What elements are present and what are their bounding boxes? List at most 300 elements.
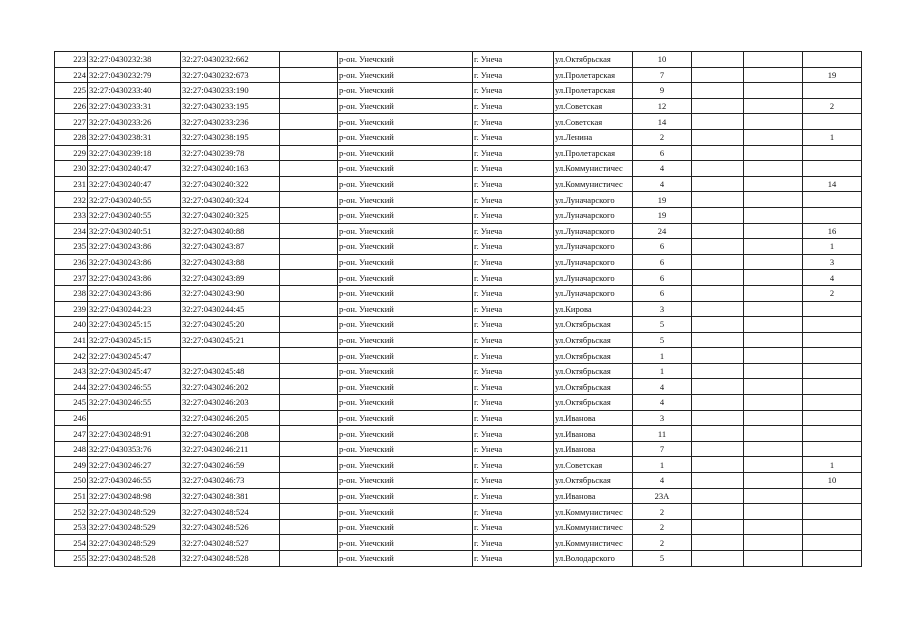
house-number-cell: 23А: [633, 488, 692, 504]
city-cell: г. Унеча: [473, 67, 554, 83]
row-number-cell: 223: [55, 52, 88, 68]
row-number-cell: 240: [55, 317, 88, 333]
empty-cell: [280, 254, 338, 270]
apartment-number-cell: [803, 301, 862, 317]
cadastral-number-cell: 32:27:0430240:55: [88, 207, 181, 223]
object-cadastral-number-cell: 32:27:0430246:208: [181, 426, 280, 442]
apartment-number-cell: 19: [803, 67, 862, 83]
empty-cell: [280, 52, 338, 68]
empty-cell: [692, 379, 744, 395]
street-cell: ул.Луначарского: [554, 239, 633, 255]
object-cadastral-number-cell: 32:27:0430243:89: [181, 270, 280, 286]
apartment-number-cell: 2: [803, 98, 862, 114]
house-number-cell: 7: [633, 441, 692, 457]
house-number-cell: 7: [633, 67, 692, 83]
apartment-number-cell: [803, 192, 862, 208]
object-cadastral-number-cell: 32:27:0430245:48: [181, 363, 280, 379]
empty-cell: [692, 129, 744, 145]
empty-cell: [280, 83, 338, 99]
apartment-number-cell: 3: [803, 254, 862, 270]
cadastral-number-cell: 32:27:0430246:55: [88, 395, 181, 411]
cadastral-number-cell: 32:27:0430248:529: [88, 519, 181, 535]
apartment-number-cell: [803, 145, 862, 161]
city-cell: г. Унеча: [473, 98, 554, 114]
empty-cell: [692, 301, 744, 317]
cadastral-number-cell: 32:27:0430246:27: [88, 457, 181, 473]
house-number-cell: 4: [633, 176, 692, 192]
street-cell: ул.Луначарского: [554, 254, 633, 270]
city-cell: г. Унеча: [473, 161, 554, 177]
house-number-cell: 19: [633, 192, 692, 208]
empty-cell: [280, 488, 338, 504]
table-row: [55, 176, 862, 192]
cadastral-number-cell: 32:27:0430248:529: [88, 504, 181, 520]
row-number-cell: 249: [55, 457, 88, 473]
object-cadastral-number-cell: 32:27:0430246:73: [181, 473, 280, 489]
object-cadastral-number-cell: 32:27:0430233:195: [181, 98, 280, 114]
row-number-cell: 248: [55, 441, 88, 457]
cadastral-number-cell: 32:27:0430245:47: [88, 348, 181, 364]
district-cell: р-он. Унечский: [338, 504, 473, 520]
empty-cell: [744, 207, 803, 223]
empty-cell: [692, 67, 744, 83]
apartment-number-cell: 1: [803, 239, 862, 255]
table-row: [55, 83, 862, 99]
row-number-cell: 250: [55, 473, 88, 489]
street-cell: ул.Октябрьская: [554, 473, 633, 489]
object-cadastral-number-cell: 32:27:0430246:205: [181, 410, 280, 426]
empty-cell: [692, 317, 744, 333]
district-cell: р-он. Унечский: [338, 519, 473, 535]
city-cell: г. Унеча: [473, 363, 554, 379]
object-cadastral-number-cell: 32:27:0430245:21: [181, 332, 280, 348]
house-number-cell: 3: [633, 301, 692, 317]
empty-cell: [280, 98, 338, 114]
table-row: [55, 441, 862, 457]
house-number-cell: 11: [633, 426, 692, 442]
city-cell: г. Унеча: [473, 441, 554, 457]
empty-cell: [280, 145, 338, 161]
house-number-cell: 2: [633, 519, 692, 535]
empty-cell: [692, 285, 744, 301]
street-cell: ул.Коммунистичес: [554, 176, 633, 192]
district-cell: р-он. Унечский: [338, 317, 473, 333]
house-number-cell: 5: [633, 332, 692, 348]
empty-cell: [692, 192, 744, 208]
house-number-cell: 1: [633, 363, 692, 379]
house-number-cell: 6: [633, 270, 692, 286]
cadastral-number-cell: 32:27:0430240:55: [88, 192, 181, 208]
street-cell: ул.Иванова: [554, 488, 633, 504]
empty-cell: [692, 98, 744, 114]
table-row: [55, 114, 862, 130]
empty-cell: [692, 473, 744, 489]
row-number-cell: 243: [55, 363, 88, 379]
object-cadastral-number-cell: 32:27:0430232:673: [181, 67, 280, 83]
district-cell: р-он. Унечский: [338, 535, 473, 551]
empty-cell: [692, 504, 744, 520]
apartment-number-cell: 16: [803, 223, 862, 239]
table-row: [55, 426, 862, 442]
city-cell: г. Унеча: [473, 176, 554, 192]
district-cell: р-он. Унечский: [338, 52, 473, 68]
empty-cell: [280, 176, 338, 192]
street-cell: ул.Октябрьская: [554, 348, 633, 364]
object-cadastral-number-cell: 32:27:0430233:190: [181, 83, 280, 99]
house-number-cell: 2: [633, 504, 692, 520]
empty-cell: [280, 317, 338, 333]
empty-cell: [692, 254, 744, 270]
table-row: [55, 285, 862, 301]
row-number-cell: 237: [55, 270, 88, 286]
city-cell: г. Унеча: [473, 426, 554, 442]
object-cadastral-number-cell: 32:27:0430243:90: [181, 285, 280, 301]
empty-cell: [744, 192, 803, 208]
object-cadastral-number-cell: 32:27:0430248:524: [181, 504, 280, 520]
street-cell: ул.Советская: [554, 114, 633, 130]
empty-cell: [692, 395, 744, 411]
district-cell: р-он. Унечский: [338, 114, 473, 130]
empty-cell: [744, 301, 803, 317]
empty-cell: [744, 83, 803, 99]
city-cell: г. Унеча: [473, 551, 554, 567]
cadastral-number-cell: 32:27:0430239:18: [88, 145, 181, 161]
city-cell: г. Унеча: [473, 348, 554, 364]
cadastral-number-cell: 32:27:0430233:26: [88, 114, 181, 130]
empty-cell: [692, 551, 744, 567]
street-cell: ул.Октябрьская: [554, 379, 633, 395]
city-cell: г. Унеча: [473, 535, 554, 551]
cadastral-number-cell: 32:27:0430232:79: [88, 67, 181, 83]
empty-cell: [280, 457, 338, 473]
empty-cell: [280, 395, 338, 411]
district-cell: р-он. Унечский: [338, 395, 473, 411]
city-cell: г. Унеча: [473, 129, 554, 145]
cadastral-number-cell: [88, 410, 181, 426]
city-cell: г. Унеча: [473, 332, 554, 348]
street-cell: ул.Луначарского: [554, 270, 633, 286]
empty-cell: [744, 473, 803, 489]
table-row: [55, 52, 862, 68]
object-cadastral-number-cell: 32:27:0430233:236: [181, 114, 280, 130]
empty-cell: [692, 441, 744, 457]
street-cell: ул.Пролетарская: [554, 145, 633, 161]
table-row: [55, 332, 862, 348]
empty-cell: [744, 52, 803, 68]
table-row: [55, 207, 862, 223]
empty-cell: [744, 270, 803, 286]
district-cell: р-он. Унечский: [338, 192, 473, 208]
street-cell: ул.Коммунистичес: [554, 519, 633, 535]
table-row: [55, 519, 862, 535]
apartment-number-cell: [803, 363, 862, 379]
empty-cell: [744, 161, 803, 177]
cadastral-number-cell: 32:27:0430245:15: [88, 332, 181, 348]
empty-cell: [744, 363, 803, 379]
object-cadastral-number-cell: 32:27:0430240:88: [181, 223, 280, 239]
city-cell: г. Унеча: [473, 192, 554, 208]
district-cell: р-он. Унечский: [338, 441, 473, 457]
empty-cell: [692, 161, 744, 177]
cadastral-number-cell: 32:27:0430248:529: [88, 535, 181, 551]
street-cell: ул.Иванова: [554, 426, 633, 442]
row-number-cell: 235: [55, 239, 88, 255]
empty-cell: [692, 239, 744, 255]
empty-cell: [692, 363, 744, 379]
apartment-number-cell: [803, 379, 862, 395]
object-cadastral-number-cell: 32:27:0430248:528: [181, 551, 280, 567]
apartment-number-cell: [803, 426, 862, 442]
apartment-number-cell: [803, 317, 862, 333]
row-number-cell: 231: [55, 176, 88, 192]
district-cell: р-он. Унечский: [338, 348, 473, 364]
row-number-cell: 230: [55, 161, 88, 177]
empty-cell: [692, 332, 744, 348]
empty-cell: [744, 332, 803, 348]
house-number-cell: 6: [633, 285, 692, 301]
table-row: [55, 348, 862, 364]
table-row: [55, 535, 862, 551]
empty-cell: [280, 223, 338, 239]
table-row: [55, 379, 862, 395]
row-number-cell: 241: [55, 332, 88, 348]
row-number-cell: 224: [55, 67, 88, 83]
empty-cell: [692, 426, 744, 442]
row-number-cell: 252: [55, 504, 88, 520]
object-cadastral-number-cell: 32:27:0430246:211: [181, 441, 280, 457]
city-cell: г. Унеча: [473, 457, 554, 473]
district-cell: р-он. Унечский: [338, 176, 473, 192]
district-cell: р-он. Унечский: [338, 457, 473, 473]
empty-cell: [280, 114, 338, 130]
object-cadastral-number-cell: [181, 348, 280, 364]
empty-cell: [692, 519, 744, 535]
apartment-number-cell: [803, 207, 862, 223]
street-cell: ул.Ленина: [554, 129, 633, 145]
house-number-cell: 9: [633, 83, 692, 99]
empty-cell: [692, 83, 744, 99]
row-number-cell: 244: [55, 379, 88, 395]
street-cell: ул.Иванова: [554, 441, 633, 457]
empty-cell: [280, 285, 338, 301]
row-number-cell: 229: [55, 145, 88, 161]
row-number-cell: 253: [55, 519, 88, 535]
object-cadastral-number-cell: 32:27:0430238:195: [181, 129, 280, 145]
apartment-number-cell: [803, 83, 862, 99]
street-cell: ул.Кирова: [554, 301, 633, 317]
apartment-number-cell: [803, 551, 862, 567]
cadastral-number-cell: 32:27:0430238:31: [88, 129, 181, 145]
table-row: [55, 395, 862, 411]
street-cell: ул.Пролетарская: [554, 83, 633, 99]
city-cell: г. Унеча: [473, 504, 554, 520]
street-cell: ул.Октябрьская: [554, 317, 633, 333]
empty-cell: [280, 270, 338, 286]
city-cell: г. Унеча: [473, 301, 554, 317]
empty-cell: [280, 441, 338, 457]
empty-cell: [692, 207, 744, 223]
street-cell: ул.Октябрьская: [554, 363, 633, 379]
empty-cell: [280, 129, 338, 145]
apartment-number-cell: [803, 410, 862, 426]
street-cell: ул.Пролетарская: [554, 67, 633, 83]
house-number-cell: 6: [633, 254, 692, 270]
table-row: [55, 457, 862, 473]
table-row: [55, 239, 862, 255]
apartment-number-cell: 1: [803, 129, 862, 145]
table-row: [55, 192, 862, 208]
apartment-number-cell: [803, 535, 862, 551]
cadastral-number-cell: 32:27:0430246:55: [88, 379, 181, 395]
district-cell: р-он. Унечский: [338, 285, 473, 301]
empty-cell: [692, 114, 744, 130]
empty-cell: [280, 207, 338, 223]
table-row: [55, 129, 862, 145]
row-number-cell: 245: [55, 395, 88, 411]
city-cell: г. Унеча: [473, 83, 554, 99]
district-cell: р-он. Унечский: [338, 129, 473, 145]
apartment-number-cell: [803, 114, 862, 130]
district-cell: р-он. Унечский: [338, 161, 473, 177]
house-number-cell: 5: [633, 317, 692, 333]
street-cell: ул.Володарского: [554, 551, 633, 567]
cadastral-number-cell: 32:27:0430248:98: [88, 488, 181, 504]
street-cell: ул.Октябрьская: [554, 52, 633, 68]
cadastral-number-cell: 32:27:0430244:23: [88, 301, 181, 317]
empty-cell: [692, 223, 744, 239]
object-cadastral-number-cell: 32:27:0430240:163: [181, 161, 280, 177]
city-cell: г. Унеча: [473, 207, 554, 223]
city-cell: г. Унеча: [473, 145, 554, 161]
city-cell: г. Унеча: [473, 254, 554, 270]
apartment-number-cell: [803, 348, 862, 364]
row-number-cell: 246: [55, 410, 88, 426]
apartment-number-cell: [803, 395, 862, 411]
object-cadastral-number-cell: 32:27:0430243:87: [181, 239, 280, 255]
empty-cell: [692, 270, 744, 286]
row-number-cell: 234: [55, 223, 88, 239]
house-number-cell: 2: [633, 535, 692, 551]
city-cell: г. Унеча: [473, 223, 554, 239]
house-number-cell: 2: [633, 129, 692, 145]
empty-cell: [280, 348, 338, 364]
cadastral-number-cell: 32:27:0430233:40: [88, 83, 181, 99]
apartment-number-cell: [803, 519, 862, 535]
street-cell: ул.Советская: [554, 98, 633, 114]
district-cell: р-он. Унечский: [338, 426, 473, 442]
empty-cell: [280, 426, 338, 442]
city-cell: г. Унеча: [473, 519, 554, 535]
city-cell: г. Унеча: [473, 270, 554, 286]
empty-cell: [692, 348, 744, 364]
empty-cell: [744, 98, 803, 114]
empty-cell: [692, 52, 744, 68]
district-cell: р-он. Унечский: [338, 379, 473, 395]
row-number-cell: 226: [55, 98, 88, 114]
table-row: [55, 67, 862, 83]
empty-cell: [744, 285, 803, 301]
row-number-cell: 236: [55, 254, 88, 270]
district-cell: р-он. Унечский: [338, 67, 473, 83]
empty-cell: [744, 488, 803, 504]
object-cadastral-number-cell: 32:27:0430248:526: [181, 519, 280, 535]
empty-cell: [744, 410, 803, 426]
row-number-cell: 247: [55, 426, 88, 442]
empty-cell: [744, 223, 803, 239]
row-number-cell: 232: [55, 192, 88, 208]
empty-cell: [692, 410, 744, 426]
district-cell: р-он. Унечский: [338, 301, 473, 317]
table-row: [55, 363, 862, 379]
apartment-number-cell: 1: [803, 457, 862, 473]
empty-cell: [280, 535, 338, 551]
empty-cell: [280, 301, 338, 317]
empty-cell: [280, 473, 338, 489]
row-number-cell: 255: [55, 551, 88, 567]
cadastral-number-cell: 32:27:0430245:47: [88, 363, 181, 379]
cadastral-number-cell: 32:27:0430353:76: [88, 441, 181, 457]
house-number-cell: 4: [633, 395, 692, 411]
apartment-number-cell: [803, 441, 862, 457]
street-cell: ул.Советская: [554, 457, 633, 473]
cadastral-number-cell: 32:27:0430240:47: [88, 161, 181, 177]
district-cell: р-он. Унечский: [338, 145, 473, 161]
table-row: [55, 488, 862, 504]
house-number-cell: 5: [633, 551, 692, 567]
house-number-cell: 1: [633, 348, 692, 364]
house-number-cell: 6: [633, 239, 692, 255]
empty-cell: [280, 551, 338, 567]
cadastral-number-cell: 32:27:0430232:38: [88, 52, 181, 68]
empty-cell: [280, 363, 338, 379]
cadastral-number-cell: 32:27:0430240:51: [88, 223, 181, 239]
table-row: [55, 270, 862, 286]
table-row: [55, 254, 862, 270]
district-cell: р-он. Унечский: [338, 270, 473, 286]
apartment-number-cell: [803, 332, 862, 348]
object-cadastral-number-cell: 32:27:0430248:527: [181, 535, 280, 551]
empty-cell: [744, 239, 803, 255]
cadastral-number-cell: 32:27:0430246:55: [88, 473, 181, 489]
apartment-number-cell: 14: [803, 176, 862, 192]
empty-cell: [744, 504, 803, 520]
empty-cell: [744, 395, 803, 411]
district-cell: р-он. Унечский: [338, 254, 473, 270]
house-number-cell: 10: [633, 52, 692, 68]
table-row: [55, 473, 862, 489]
empty-cell: [692, 535, 744, 551]
empty-cell: [280, 504, 338, 520]
object-cadastral-number-cell: 32:27:0430246:59: [181, 457, 280, 473]
empty-cell: [280, 239, 338, 255]
street-cell: ул.Октябрьская: [554, 395, 633, 411]
object-cadastral-number-cell: 32:27:0430248:381: [181, 488, 280, 504]
row-number-cell: 228: [55, 129, 88, 145]
city-cell: г. Унеча: [473, 488, 554, 504]
object-cadastral-number-cell: 32:27:0430246:203: [181, 395, 280, 411]
district-cell: р-он. Унечский: [338, 410, 473, 426]
empty-cell: [744, 317, 803, 333]
table-row: [55, 317, 862, 333]
empty-cell: [280, 519, 338, 535]
house-number-cell: 3: [633, 410, 692, 426]
object-cadastral-number-cell: 32:27:0430239:78: [181, 145, 280, 161]
row-number-cell: 254: [55, 535, 88, 551]
house-number-cell: 6: [633, 145, 692, 161]
empty-cell: [744, 441, 803, 457]
row-number-cell: 225: [55, 83, 88, 99]
empty-cell: [744, 114, 803, 130]
